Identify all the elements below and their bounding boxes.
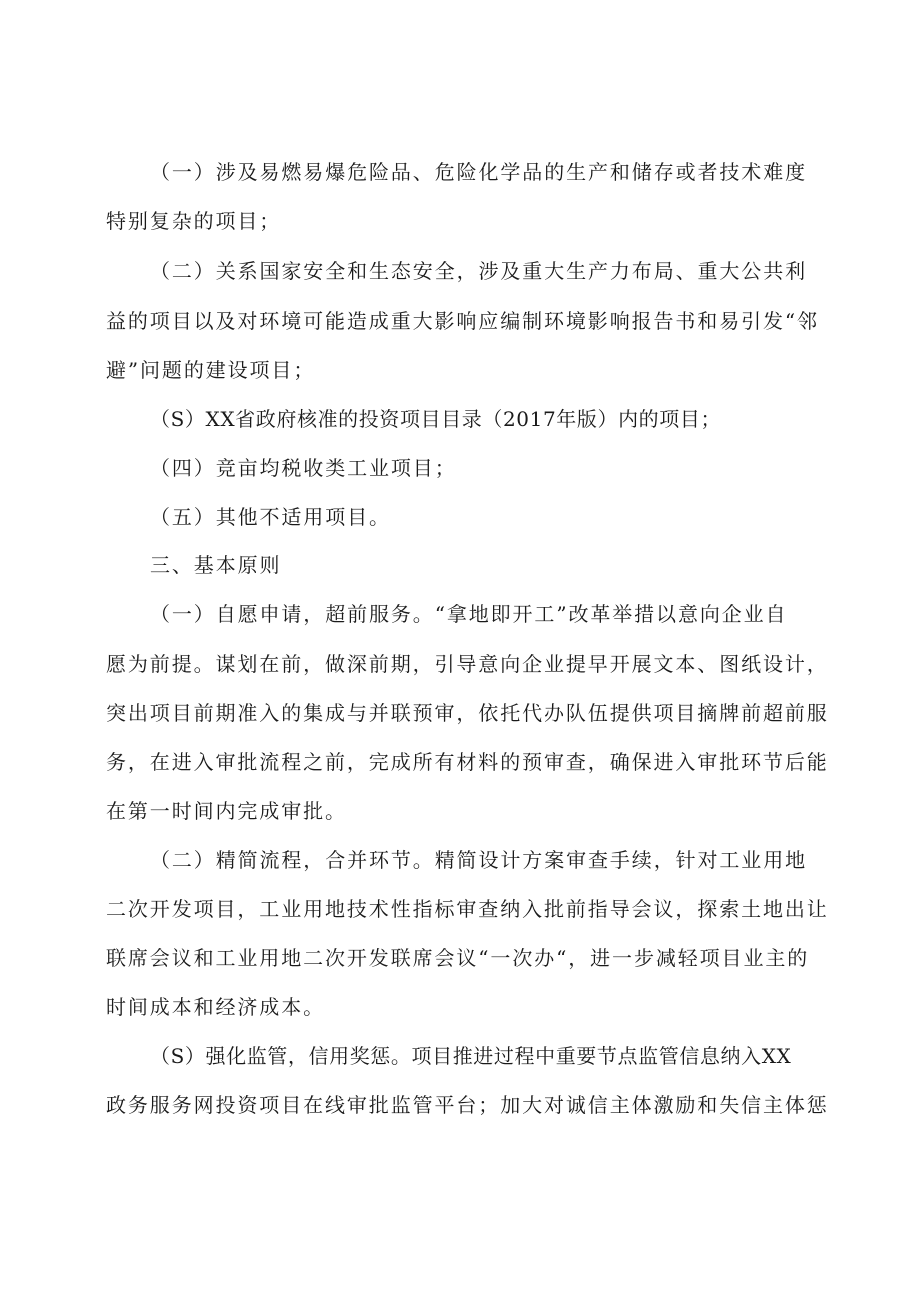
paragraph-7-line-2: 二次开发项目，工业用地技术性指标审查纳入批前指导会议，探索土地出让 [106, 897, 829, 921]
paragraph-1-line-2: 特别复杂的项目； [106, 209, 282, 233]
paragraph-2-line-1: （二）关系国家安全和生态安全，涉及重大生产力布局、重大公共利 [150, 259, 807, 283]
paragraph-8-line-2: 政务服务网投资项目在线审批监管平台；加大对诚信主体激励和失信主体惩 [106, 1093, 829, 1117]
paragraph-3-line-1: （S）XX省政府核准的投资项目目录（2017年版）内的项目； [150, 407, 722, 431]
paragraph-6-line-5: 在第一时间内完成审批。 [106, 799, 347, 823]
paragraph-4-line-1: （四）竞亩均税收类工业项目； [150, 456, 457, 480]
paragraph-7-line-4: 时间成本和经济成本。 [106, 995, 325, 1019]
paragraph-6-line-4: 务，在进入审批流程之前，完成所有材料的预审查，确保进入审批环节后能 [106, 750, 829, 774]
paragraph-5-line-1: （五）其他不适用项目。 [150, 505, 391, 529]
paragraph-6-line-3: 突出项目前期准入的集成与并联预审，依托代办队伍提供项目摘牌前超前服 [106, 701, 829, 725]
paragraph-1-line-1: （一）涉及易燃易爆危险品、危险化学品的生产和储存或者技术难度 [150, 160, 807, 184]
paragraph-6-line-2: 愿为前提。谋划在前，做深前期，引导意向企业提早开展文本、图纸设计， [106, 652, 829, 676]
paragraph-7-line-1: （二）精简流程，合并环节。精简设计方案审查手续，针对工业用地 [150, 848, 807, 872]
paragraph-7-line-3: 联席会议和工业用地二次开发联席会议“一次办“，进一步减轻项目业主的 [106, 946, 810, 970]
paragraph-8-line-1: （S）强化监管，信用奖惩。项目推进过程中重要节点监管信息纳入XX [150, 1044, 792, 1068]
paragraph-2-line-2: 益的项目以及对环境可能造成重大影响应编制环境影响报告书和易引发“邻 [106, 309, 819, 333]
paragraph-2-line-3: 避”问题的建设项目； [106, 358, 316, 382]
paragraph-6-line-1: （一）自愿申请，超前服务。“拿地即开工”改革举措以意向企业自 [150, 602, 788, 626]
section-heading-basic-principles: 三、基本原则 [150, 553, 282, 577]
